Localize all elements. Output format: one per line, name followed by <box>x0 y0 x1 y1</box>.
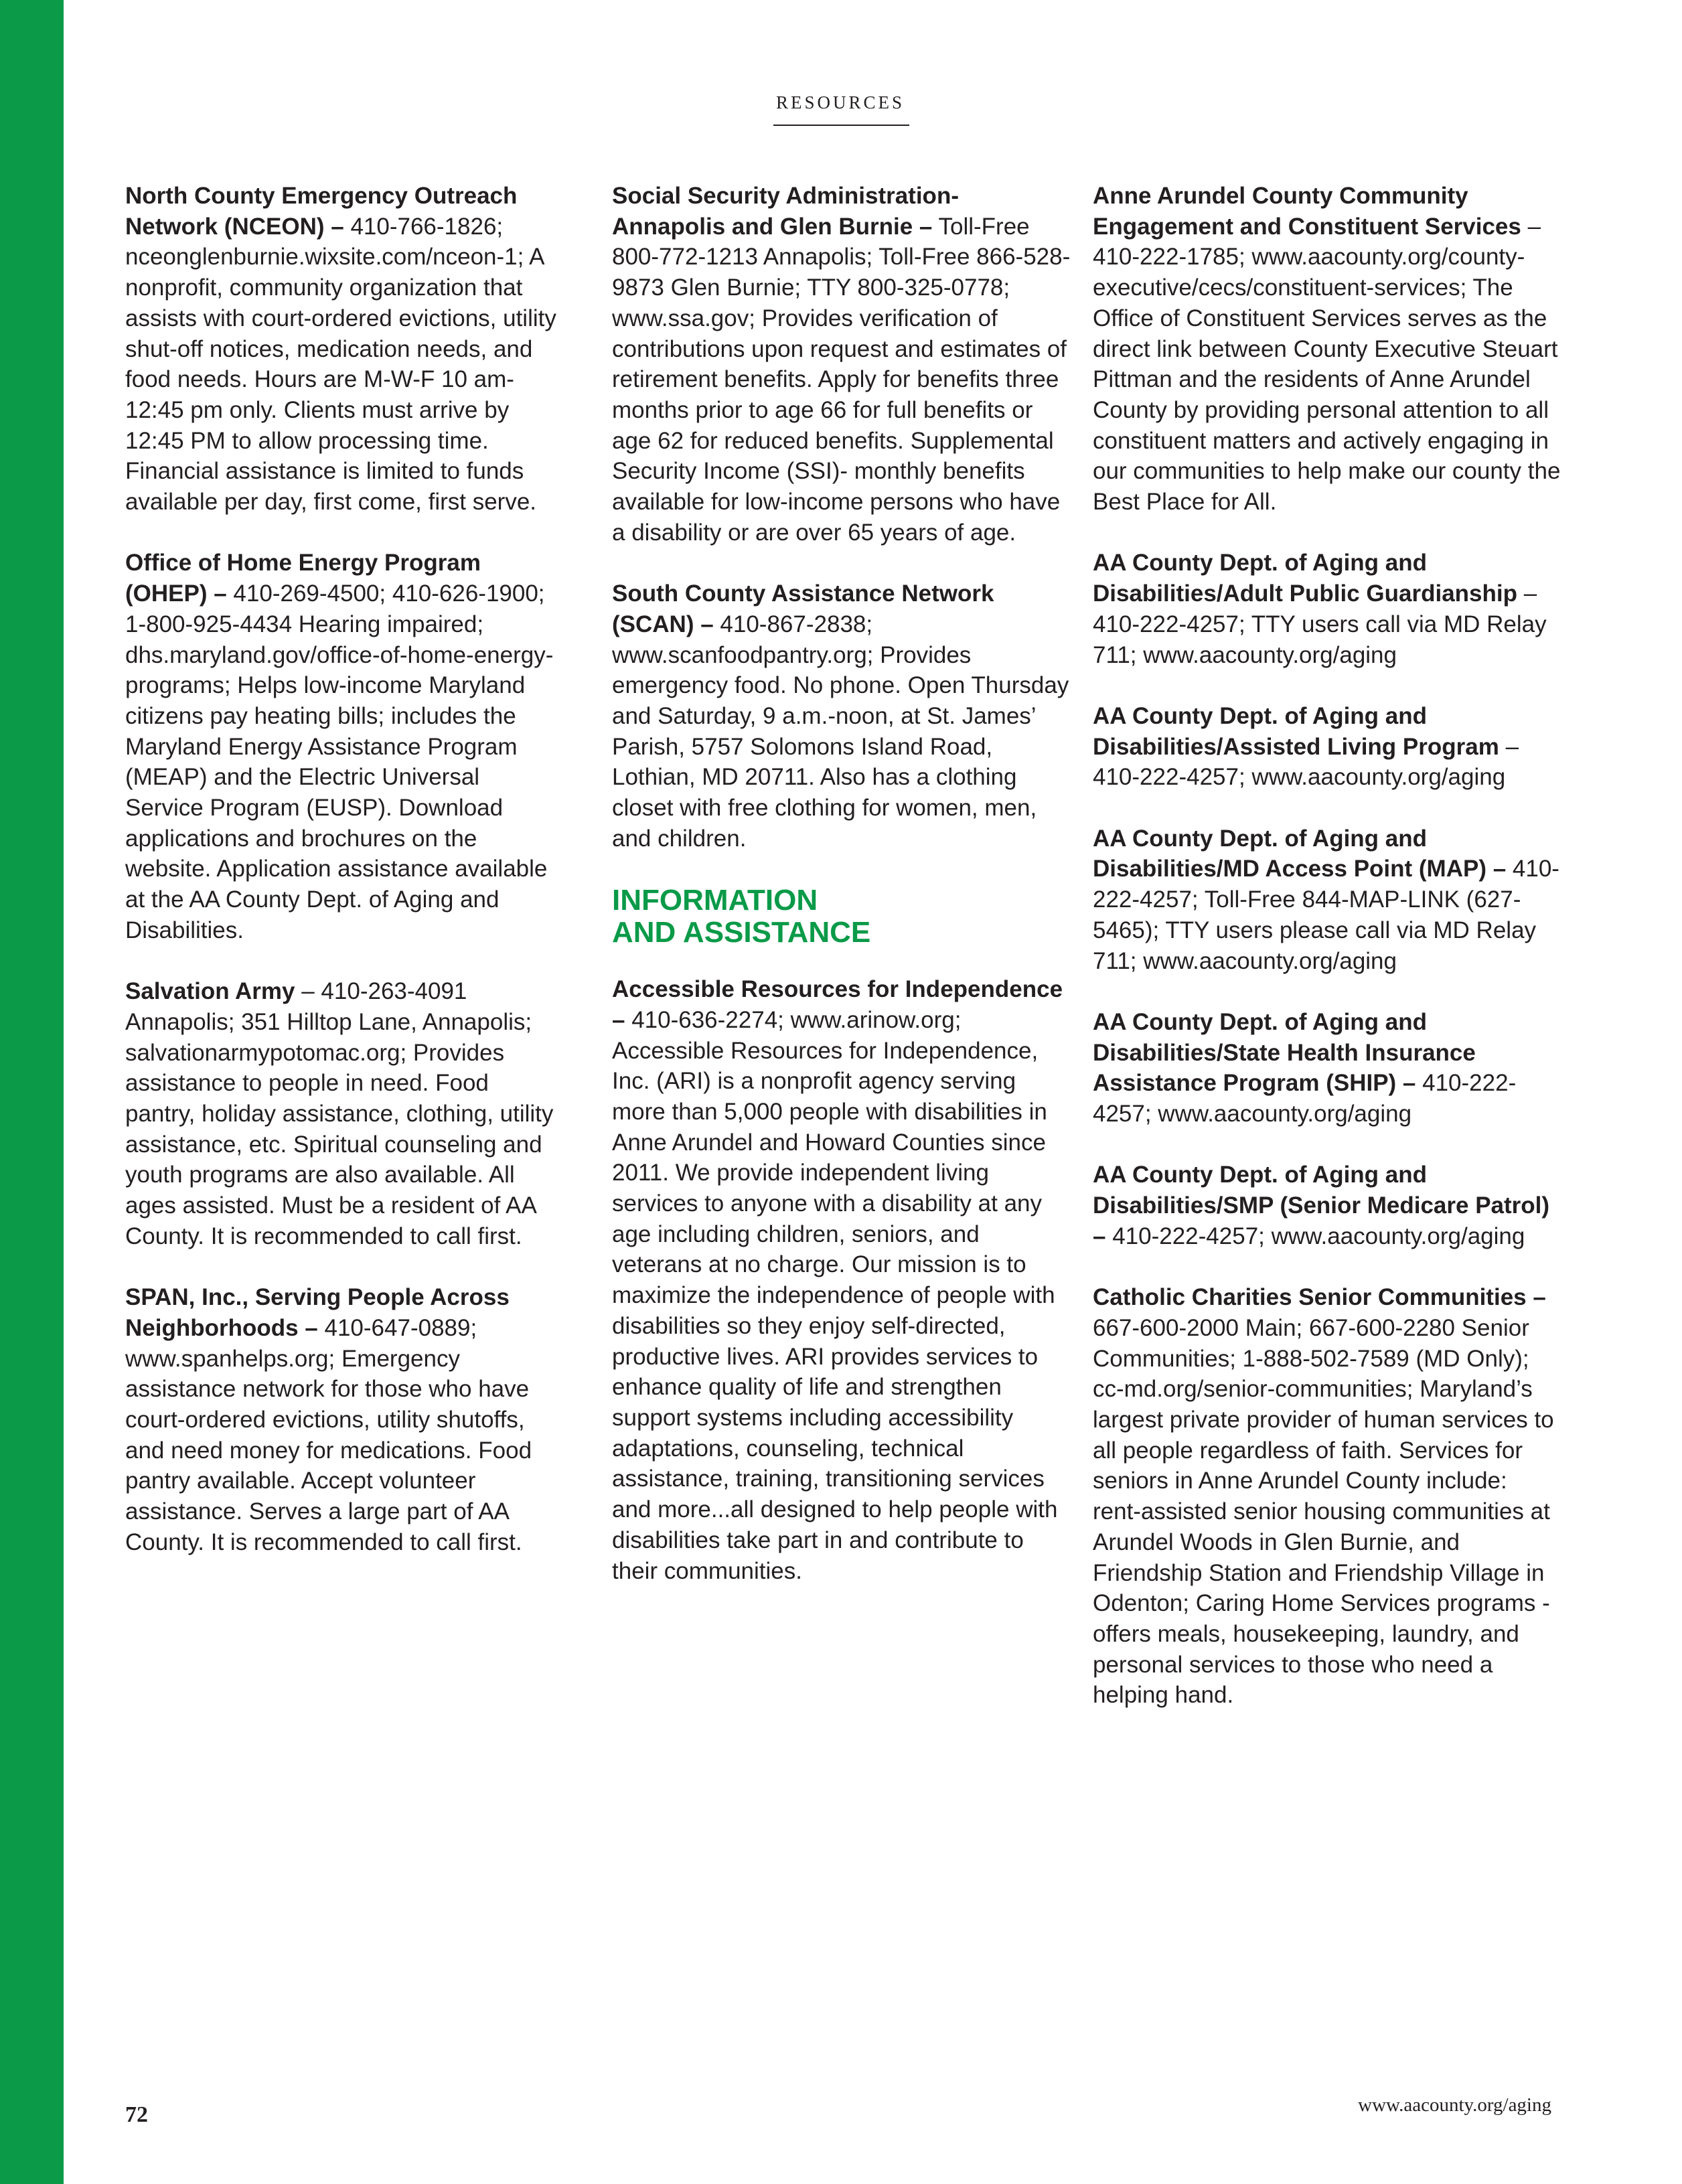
resource-name: AA County Dept. of Aging and Disabilities/MD Access Point (MAP) – <box>1093 825 1507 882</box>
green-margin-band <box>0 0 64 2184</box>
resource-entry <box>1093 1160 1561 1251</box>
resource-details: 410-867-2838; www.scanfoodpantry.org; Provides emergency food. No phone. Open Thursday and Saturday, 9 a.m.-noon, at St. James’ Parish, 5757 Solomons Island Road, Lothian, MD 20711. Also has a clothing closet with free clothing for women, men, and children. <box>612 611 1069 852</box>
column-3 <box>1093 181 1561 1741</box>
resource-entry <box>612 181 1074 548</box>
section-heading-line-1: INFORMATION <box>612 884 818 917</box>
resource-details: – 410-222-4257; TTY users call via MD Relay 711; www.aacounty.org/aging <box>1093 580 1547 668</box>
resource-details: 667-600-2000 Main; 667-600-2280 Senior Communities; 1-888-502-7589 (MD Only); cc-md.org/senior-communities; Maryland’s largest private provider of human services to all people regardless of faith. Services for seniors in Anne Arundel County include: rent-assisted senior housing communities at Arundel Woods in Glen Burnie, and Friendship Station and Friendship Village in Odenton; Caring Home Services programs - offers meals, housekeeping, laundry, and personal services to those who need a helping hand. <box>1093 1314 1554 1709</box>
resource-name: Accessible Resources for Independence – <box>612 976 1063 1033</box>
resource-entry <box>612 578 1074 854</box>
running-head: RESOURCES <box>775 92 905 112</box>
column-2 <box>612 181 1074 1617</box>
resource-entry <box>1093 548 1561 670</box>
resource-details: 410-766-1826; nceonglenburnie.wixsite.com/nceon-1; A nonprofit, community organization that assists with court-ordered evictions, utility shut-off notices, medication needs, and food needs. Hours are M-W-F 10 am-12:45 pm only. Clients must arrive by 12:45 PM to allow processing time. Financial assistance is limited to funds available per day, first come, first serve. <box>125 213 556 516</box>
resource-entry <box>1093 701 1561 793</box>
resource-name: Social Security Administration- Annapolis and Glen Burnie – <box>612 183 959 240</box>
resource-name: Anne Arundel County Community Engagement and Constituent Services <box>1093 183 1521 240</box>
resource-entry <box>125 548 560 945</box>
footer-url: www.aacounty.org/aging <box>1358 2094 1551 2116</box>
resource-entry <box>125 976 560 1251</box>
section-heading-line-2: AND ASSISTANCE <box>612 916 871 949</box>
section-heading-information-assistance <box>612 884 1074 949</box>
resource-entry <box>125 1282 560 1557</box>
resource-name: SPAN, Inc., Serving People Across Neighborhoods – <box>125 1284 510 1341</box>
resource-name: Catholic Charities Senior Communities – <box>1093 1284 1546 1311</box>
resource-name: Salvation Army <box>125 978 295 1005</box>
resource-name: AA County Dept. of Aging and Disabilities/Assisted Living Program <box>1093 702 1499 760</box>
resource-entry <box>1093 824 1561 977</box>
resource-details: 410-647-0889; www.spanhelps.org; Emergency assistance network for those who have court-ordered evictions, utility shutoffs, and need money for medications. Food pantry available. Accept volunteer assistance. Serves a large part of AA County. It is recommended to call first. <box>125 1314 532 1555</box>
resource-details: – 410-222-1785; www.aacounty.org/county-executive/cecs/constituent-services; The Office of Constituent Services serves as the direct link between County Executive Steuart Pittman and the residents of Anne Arundel County by providing personal attention to all constituent matters and actively engaging in our communities to help make our county the Best Place for All. <box>1093 213 1561 516</box>
resource-name: North County Emergency Outreach Network (NCEON) – <box>125 183 518 240</box>
running-head-rule <box>773 125 909 126</box>
resource-entry <box>1093 181 1561 518</box>
resource-details: – 410-263-4091 Annapolis; 351 Hilltop Lane, Annapolis; salvationarmypotomac.org; Provides assistance to people in need. Food pantry, holiday assistance, clothing, utility assistance, etc. Spiritual counseling and youth programs are also available. All ages assisted. Must be a resident of AA County. It is recommended to call first. <box>125 978 554 1249</box>
resource-name: AA County Dept. of Aging and Disabilities/Adult Public Guardianship <box>1093 550 1517 607</box>
resource-name: AA County Dept. of Aging and Disabilities/SMP (Senior Medicare Patrol) – <box>1093 1162 1550 1249</box>
column-1 <box>125 181 560 1588</box>
resource-entry <box>1093 1282 1561 1711</box>
resource-details: 410-222-4257; www.aacounty.org/aging <box>1105 1223 1525 1249</box>
page-number: 72 <box>125 2102 148 2127</box>
resource-details: Toll-Free 800-772-1213 Annapolis; Toll-Free 866-528-9873 Glen Burnie; TTY 800-325-0778; www.ssa.gov; Provides verification of contributions upon request and estimates of retirement benefits. Apply for benefits three months prior to age 66 for full benefits or age 62 for reduced benefits. Supplemental Security Income (SSI)- monthly benefits available for low-income persons who have a disability or are over 65 years of age. <box>612 213 1071 546</box>
resource-details: – 410-222-4257; www.aacounty.org/aging <box>1093 733 1519 791</box>
resource-details: 410-222-4257; www.aacounty.org/aging <box>1093 1070 1517 1127</box>
resource-name: AA County Dept. of Aging and Disabilities/State Health Insurance Assistance Program (SHIP) – <box>1093 1008 1476 1097</box>
resource-entry <box>1093 1007 1561 1129</box>
resource-details: 410-269-4500; 410-626-1900; 1-800-925-4434 Hearing impaired; dhs.maryland.gov/office-of-home-energy-programs; Helps low-income Maryland citizens pay heating bills; includes the Maryland Energy Assistance Program (MEAP) and the Electric Universal Service Program (EUSP). Download applications and brochures on the website. Application assistance available at the AA County Dept. of Aging and Disabilities. <box>125 580 554 943</box>
resource-details: 410-636-2274; www.arinow.org; Accessible Resources for Independence, Inc. (ARI) is a nonprofit agency serving more than 5,000 people with disabilities in Anne Arundel and Howard Counties since 2011. We provide independent living services to anyone with a disability at any age including children, seniors, and veterans at no charge. Our mission is to maximize the independence of people with disabilities so they enjoy self-directed, productive lives. ARI provides services to enhance quality of life and strengthen support systems including accessibility adaptations, counseling, technical assistance, training, transitioning services and more...all designed to help people with disabilities take part in and contribute to their communities. <box>612 1006 1058 1584</box>
resource-entry <box>125 181 560 518</box>
resource-details: 410-222-4257; Toll-Free 844-MAP-LINK (627-5465); TTY users please call via MD Relay 711; www.aacounty.org/aging <box>1093 856 1559 974</box>
resource-name: South County Assistance Network (SCAN) – <box>612 580 994 637</box>
resource-name: Office of Home Energy Program (OHEP) – <box>125 550 481 607</box>
resource-entry <box>612 974 1074 1586</box>
